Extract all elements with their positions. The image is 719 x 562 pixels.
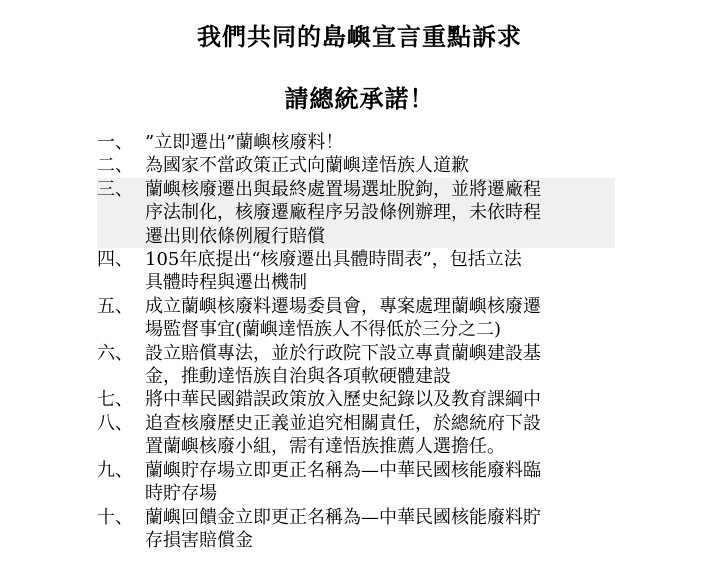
item-text: 金，推動達悟族自治與各項軟硬體建設 bbox=[145, 366, 451, 388]
item-number: 一、 bbox=[97, 132, 133, 153]
item-number: 三、 bbox=[97, 178, 133, 200]
demand-item-3 bbox=[97, 178, 615, 248]
item-text: 將中華民國錯誤政策放入歷史紀錄以及教育課綱中 bbox=[145, 389, 541, 411]
item-text: 時貯存場 bbox=[145, 483, 217, 505]
demand-item-1 bbox=[97, 131, 637, 154]
item-number: 九、 bbox=[97, 459, 133, 481]
demand-item-10 bbox=[97, 506, 637, 553]
item-text: 置蘭嶼核廢小組，需有達悟族推薦人選擔任。 bbox=[145, 436, 505, 458]
item-number: 七、 bbox=[97, 389, 133, 411]
item-text: 105年底提出“核廢遷出具體時間表”，包括立法 bbox=[145, 249, 522, 271]
item-text: 設立賠償專法，並於行政院下設立專責蘭嶼建設基 bbox=[145, 342, 541, 364]
demand-item-7 bbox=[97, 388, 637, 411]
document-subtitle: 請總統承諾！ bbox=[284, 84, 435, 113]
demand-item-8 bbox=[97, 412, 637, 459]
item-text: 存損害賠償金 bbox=[145, 529, 253, 551]
item-text: 蘭嶼核廢遷出與最終處置場選址脫鉤，並將遷廠程 bbox=[145, 178, 541, 200]
item-number: 六、 bbox=[97, 342, 133, 364]
demands-list bbox=[97, 131, 637, 552]
item-text: 蘭嶼貯存場立即更正名稱為—中華民國核能廢料臨 bbox=[145, 459, 541, 481]
demand-item-2 bbox=[97, 154, 637, 177]
demand-item-5 bbox=[97, 295, 637, 342]
item-number: 五、 bbox=[97, 295, 133, 317]
item-number: 二、 bbox=[97, 155, 133, 177]
item-text: 序法制化，核廢遷廠程序另設條例辦理，未依時程 bbox=[145, 202, 541, 224]
item-number: 四、 bbox=[97, 249, 133, 271]
item-text: 為國家不當政策正式向蘭嶼達悟族人道歉 bbox=[145, 155, 469, 177]
demand-item-9 bbox=[97, 459, 637, 506]
demand-item-4 bbox=[97, 248, 637, 295]
item-text: 具體時程與遷出機制 bbox=[145, 272, 307, 294]
item-text: 場監督事宜(蘭嶼達悟族人不得低於三分之二) bbox=[145, 319, 502, 341]
item-text: ”立即遷出”蘭嶼核廢料！ bbox=[145, 132, 344, 153]
item-number: 十、 bbox=[97, 506, 133, 528]
item-text: 追查核廢歷史正義並追究相關責任，於總統府下設 bbox=[145, 412, 541, 434]
item-text: 成立蘭嶼核廢料遷場委員會，專案處理蘭嶼核廢遷 bbox=[145, 295, 541, 317]
document-title: 我們共同的島嶼宣言重點訴求 bbox=[197, 22, 522, 51]
demand-item-6 bbox=[97, 342, 637, 389]
item-text: 遷出則依條例履行賠償 bbox=[145, 225, 325, 247]
item-number: 八、 bbox=[97, 412, 133, 434]
item-text: 蘭嶼回饋金立即更正名稱為—中華民國核能廢料貯 bbox=[145, 506, 541, 528]
